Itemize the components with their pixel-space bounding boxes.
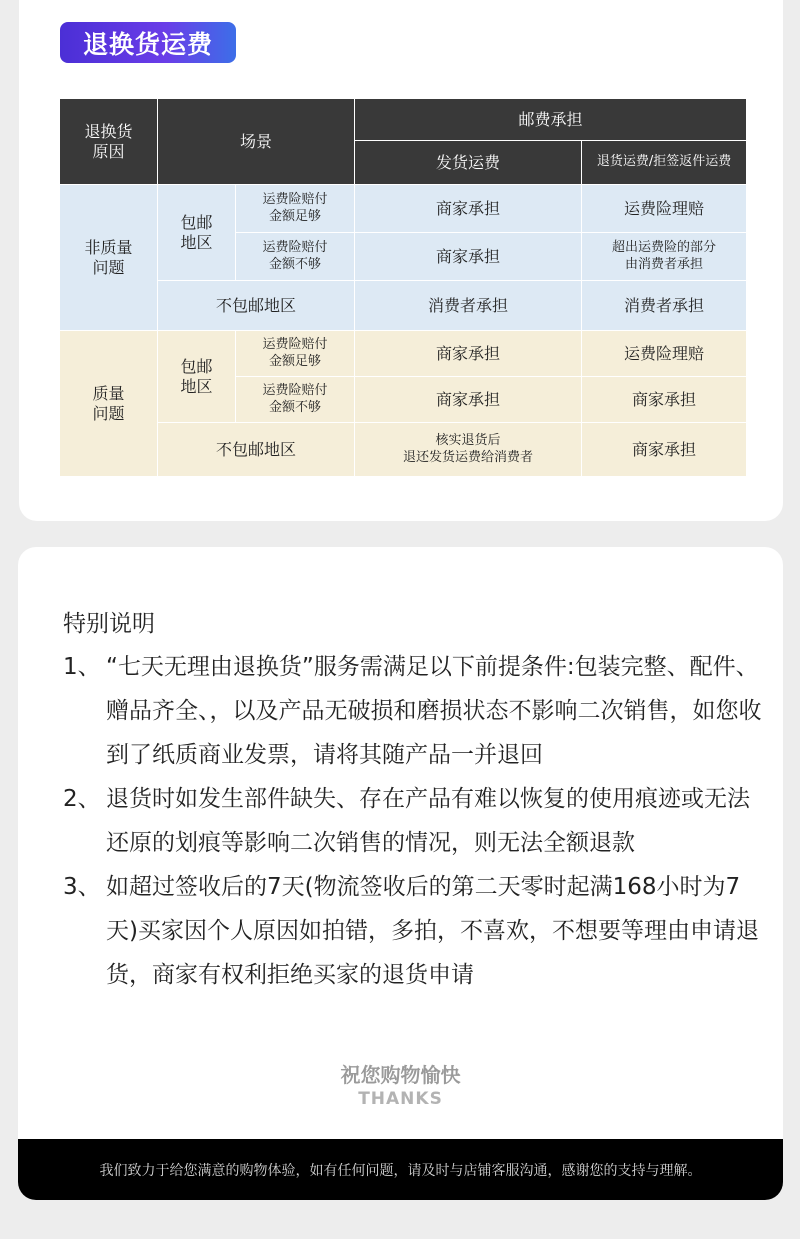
notes-title: 特别说明 [63,611,155,637]
ship-fee-cell: 商家承担 [355,233,582,281]
list-item [63,777,763,865]
return-fee-cell: 超出运费险的部分 由消费者承担 [582,233,747,281]
return-fee-cell: 商家承担 [582,423,747,477]
free-shipping-region: 包邮 地区 [158,185,236,281]
condition-cell: 运费险赔付 金额不够 [236,233,355,281]
section-title: 退换货运费 [60,22,236,63]
note-number: 2、 [63,786,101,812]
return-fee-cell: 运费险理赔 [582,331,747,377]
reason-quality: 质量 问题 [60,331,158,477]
reason-non-quality: 非质量 问题 [60,185,158,331]
note-number: 1、 [63,654,101,680]
ship-fee-cell: 核实退货后 退还发货运费给消费者 [355,423,582,477]
ship-fee-cell: 商家承担 [355,331,582,377]
return-fee-cell: 运费险理赔 [582,185,747,233]
notes-list [63,645,763,997]
free-shipping-region: 包邮 地区 [158,331,236,423]
non-free-region: 不包邮地区 [158,281,355,331]
header-ship-fee: 发货运费 [355,141,582,185]
note-number: 3、 [63,874,101,900]
condition-cell: 运费险赔付 金额足够 [236,185,355,233]
note-text: 如超过签收后的7天(物流签收后的第二天零时起满168小时为7天)买家因个人原因如拍错，多拍，不喜欢，不想要等理由申请退货，商家有权利拒绝买家的退货申请 [106,874,759,988]
notes-card [18,547,783,1200]
wish-text: 祝您购物愉快 [340,1063,461,1087]
footer-bar [18,1139,783,1200]
return-fee-table [59,98,747,477]
header-return-fee: 退货运费/拒签返件运费 [582,141,747,185]
ship-fee-cell: 商家承担 [355,185,582,233]
header-scene: 场景 [158,99,355,185]
header-postage: 邮费承担 [355,99,747,141]
note-text: 退货时如发生部件缺失、存在产品有难以恢复的使用痕迹或无法还原的划痕等影响二次销售的情况，则无法全额退款 [106,786,750,856]
header-reason: 退换货 原因 [60,99,158,185]
list-item [63,865,763,997]
footer-text: 我们致力于给您满意的购物体验，如有任何问题，请及时与店铺客服沟通，感谢您的支持与理解。 [99,1162,702,1179]
condition-cell: 运费险赔付 金额不够 [236,377,355,423]
ship-fee-cell: 消费者承担 [355,281,582,331]
list-item [63,645,763,777]
thanks-text: THANKS [358,1089,443,1109]
return-fee-cell: 消费者承担 [582,281,747,331]
non-free-region: 不包邮地区 [158,423,355,477]
condition-cell: 运费险赔付 金额足够 [236,331,355,377]
return-fee-cell: 商家承担 [582,377,747,423]
ship-fee-cell: 商家承担 [355,377,582,423]
note-text: “七天无理由退换货”服务需满足以下前提条件:包装完整、配件、赠品齐全、，以及产品无破损和磨损状态不影响二次销售，如您收到了纸质商业发票，请将其随产品一并退回 [106,654,762,768]
